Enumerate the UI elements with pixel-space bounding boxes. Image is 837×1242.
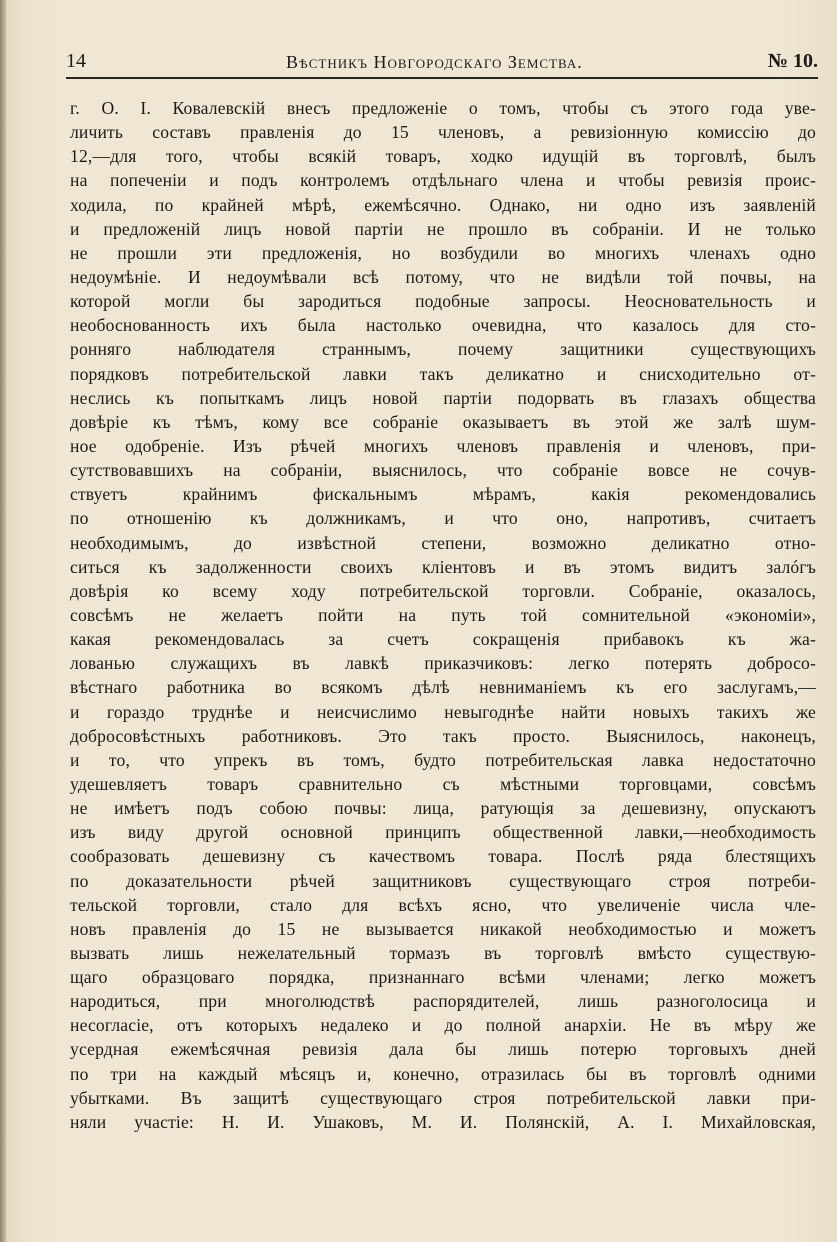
text-line: недоумѣніе. И недоумѣвали всѣ потому, что не видѣли той почвы, на: [70, 266, 816, 287]
text-line: ствуетъ крайнимъ фискальнымъ мѣрамъ, какія рекомендовались: [70, 484, 816, 505]
journal-title: Вѣстникъ Новгородскаго Земства.: [286, 52, 583, 72]
text-line: и то, что упрекъ въ томъ, будто потребительская лавка недостаточно: [70, 749, 816, 770]
text-line: вызвать лишь нежелательный тормазъ въ торговлѣ вмѣсто существую-: [70, 942, 816, 963]
text-line: изъ виду другой основной принципъ общественной лавки,—необходимость: [70, 822, 816, 843]
text-line: какая рекомендовалась за счетъ сокращенія прибавокъ къ жа-: [70, 629, 816, 650]
text-line: лованью служащихъ въ лавкѣ приказчиковъ: легко потерять добросо-: [70, 653, 816, 674]
article-body: [70, 96, 816, 1134]
text-line: совсѣмъ не желаетъ пойти на путь той сомнительной «экономіи»,: [70, 604, 816, 625]
text-line: народиться, при многолюдствѣ распорядителей, лишь разноголосица и: [70, 991, 816, 1012]
text-line: по доказательности рѣчей защитниковъ существующаго строя потреби-: [70, 870, 816, 891]
text-line: щаго образцоваго порядка, признаннаго всѣми членами; легко можетъ: [70, 967, 816, 988]
text-line: ронняго наблюдателя страннымъ, почему защитники существующихъ: [70, 339, 816, 360]
text-line: сообразовать дешевизну съ качествомъ товара. Послѣ ряда блестящихъ: [70, 846, 816, 867]
text-line: по отношенію къ должникамъ, и что оно, напротивъ, считаетъ: [70, 508, 816, 529]
text-line: личить составъ правленія до 15 членовъ, а ревизіонную комиссію до: [70, 122, 816, 143]
text-line: неслись къ попыткамъ лицъ новой партіи подорвать въ глазахъ общества: [70, 387, 816, 408]
text-line: не прошли эти предложенія, но возбудили во многихъ членахъ одно: [70, 242, 816, 263]
text-line: не имѣетъ подъ собою почвы: лица, ратующія за дешевизну, опускаютъ: [70, 798, 816, 819]
text-line: добросовѣстныхъ работниковъ. Это такъ просто. Выяснилось, наконецъ,: [70, 725, 816, 746]
text-line: на попеченіи и подъ контролемъ отдѣльнаго члена и чтобы ревизія проис-: [70, 170, 816, 191]
text-line: няли участіе: Н. И. Ушаковъ, М. И. Полянскій, А. I. Михайловская,: [70, 1111, 816, 1132]
text-line: и предложеній лицъ новой партіи не прошло въ собраніи. И не только: [70, 218, 816, 239]
text-line: ходила, по крайней мѣрѣ, ежемѣсячно. Однако, ни одно изъ заявленій: [70, 194, 816, 215]
text-line: сутствовавшихъ на собраніи, выяснилось, что собраніе вовсе не сочув-: [70, 460, 816, 481]
text-line: необходимымъ, до извѣстной степени, возможно деликатно отно-: [70, 532, 816, 553]
header-rule: [66, 77, 818, 79]
text-line: ситься къ задолженности своихъ кліентовъ и въ этомъ видитъ залóгъ: [70, 556, 816, 577]
text-line: тельской торговли, стало для всѣхъ ясно, что увеличеніе числа чле-: [70, 894, 816, 915]
issue-number: № 10.: [767, 50, 818, 72]
book-spine-edge: [0, 0, 6, 1242]
text-line: ное одобреніе. Изъ рѣчей многихъ членовъ правленія и членовъ, при-: [70, 435, 816, 456]
text-line: довѣріе къ тѣмъ, кому все собраніе оказываетъ въ этой же залѣ шум-: [70, 411, 816, 432]
text-line: которой могли бы зародиться подобные запросы. Неосновательность и: [70, 291, 816, 312]
text-line: вѣстнаго работника во всякомъ дѣлѣ невниманіемъ къ его заслугамъ,—: [70, 677, 816, 698]
page-number: 14: [66, 50, 86, 72]
text-line: необоснованность ихъ была настолько очевидна, что казалось для сто-: [70, 315, 816, 336]
text-line: несогласіе, отъ которыхъ недалеко и до полной анархіи. Не въ мѣру же: [70, 1015, 816, 1036]
text-line: г. О. I. Ковалевскій внесъ предложеніе о томъ, чтобы съ этого года уве-: [70, 98, 816, 118]
text-line: убытками. Въ защитѣ существующаго строя потребительской лавки при-: [70, 1087, 816, 1108]
text-line: довѣрія ко всему ходу потребительской торговли. Собраніе, оказалось,: [70, 580, 816, 601]
text-line: по три на каждый мѣсяцъ и, конечно, отразилась бы въ торговлѣ одними: [70, 1063, 816, 1084]
text-line: удешевляетъ товаръ сравнительно съ мѣстными торговцами, совсѣмъ: [70, 773, 816, 794]
running-header: [66, 46, 818, 78]
text-line: порядковъ потребительской лавки такъ деликатно и снисходительно от-: [70, 363, 816, 384]
text-line: новъ правленія до 15 не вызывается никакой необходимостью и можетъ: [70, 918, 816, 939]
text-line: 12,—для того, чтобы всякій товаръ, ходко идущій въ торговлѣ, былъ: [70, 146, 816, 167]
text-line: и гораздо труднѣе и неисчислимо невыгоднѣе найти новыхъ такихъ же: [70, 701, 816, 722]
text-line: усердная ежемѣсячная ревизія дала бы лишь потерю торговыхъ дней: [70, 1039, 816, 1060]
